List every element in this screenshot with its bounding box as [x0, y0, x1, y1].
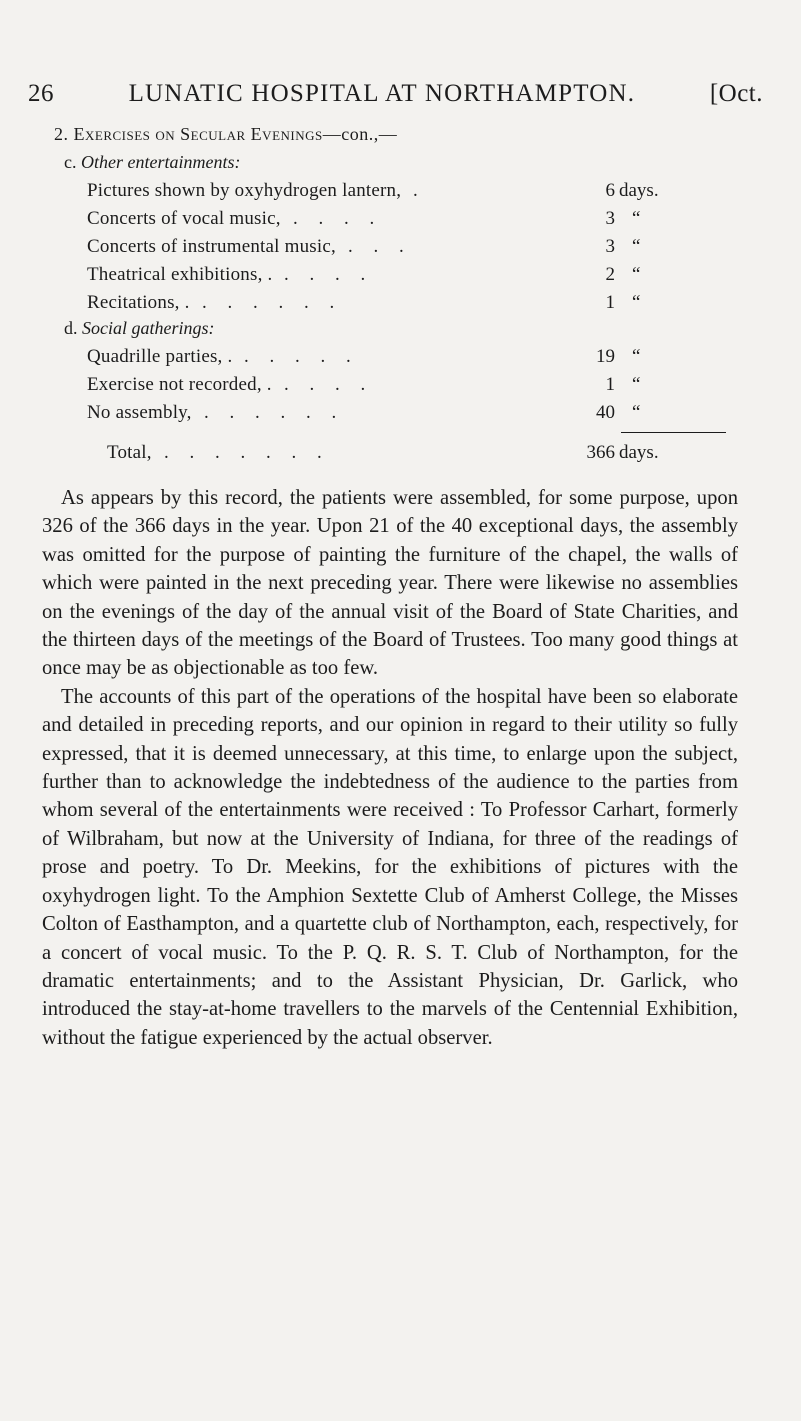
row-value: 19	[596, 346, 615, 367]
subsection-title: Social gatherings:	[82, 318, 215, 338]
row-label: Exercise not recorded, .	[87, 374, 272, 395]
body-text	[42, 484, 738, 1052]
row-label: No assembly,	[87, 402, 192, 423]
row-label: Pictures shown by oxyhydrogen lantern,	[87, 180, 402, 201]
table-row	[87, 180, 737, 206]
dot-leader: . . . . . . .	[164, 442, 330, 463]
subsection-heading-entertainments	[64, 152, 240, 173]
row-value: 2	[605, 264, 615, 285]
row-label: Concerts of instrumental music,	[87, 236, 336, 257]
row-value: 1	[605, 292, 615, 313]
dot-leader: . . . . . .	[204, 402, 345, 423]
subsection-title: Other entertainments:	[81, 152, 241, 172]
row-unit: “	[632, 236, 641, 257]
page-header	[28, 80, 763, 108]
row-unit: days.	[619, 180, 659, 201]
paragraph: As appears by this record, the patients were assembled, for some purpose, upon 326 of the 366 days in the year. Upon 21 of the 40 exceptional days, the assembly was omitted for the purpose of painting the furniture of the chapel, the walls of which were painted in the next preceding year. There were likewise no assemblies on the evenings of the day of the annual visit of the Board of State Charities, and the thirteen days of the meetings of the Board of Trustees. Too many good things at once may be as objectionable as too few.	[42, 487, 738, 680]
row-unit: “	[632, 374, 641, 395]
table-row	[87, 402, 737, 428]
row-unit: “	[632, 292, 641, 313]
row-unit: “	[632, 208, 641, 229]
dot-leader: . . . .	[284, 264, 374, 285]
row-label: Quadrille parties, .	[87, 346, 233, 367]
row-label: Concerts of vocal music,	[87, 208, 281, 229]
dot-leader: .	[413, 180, 426, 201]
row-value: 6	[605, 180, 615, 201]
subsection-letter: c.	[64, 152, 77, 172]
table-row	[87, 374, 737, 400]
total-label: Total,	[107, 442, 152, 463]
total-unit: days.	[619, 442, 659, 463]
row-unit: “	[632, 264, 641, 285]
total-row	[87, 442, 737, 468]
row-value: 40	[596, 402, 615, 423]
dot-leader: . . . . .	[244, 346, 359, 367]
running-title: LUNATIC HOSPITAL AT NORTHAMPTON.	[128, 80, 636, 107]
row-unit: “	[632, 346, 641, 367]
dot-leader: . . . .	[293, 208, 383, 229]
row-value: 1	[605, 374, 615, 395]
table-row	[87, 236, 737, 262]
row-value: 3	[605, 208, 615, 229]
subsection-letter: d.	[64, 318, 78, 338]
table-row	[87, 292, 737, 318]
total-value: 366	[586, 442, 615, 463]
subsection-heading-gatherings	[64, 318, 215, 339]
header-date-mark: [Oct.	[709, 80, 763, 107]
table-row	[87, 264, 737, 290]
row-label: Theatrical exhibitions, .	[87, 264, 273, 285]
paragraph: The accounts of this part of the operations of the hospital have been so elaborate and detailed in preceding reports, and our opinion in regard to their utility so fully expressed, that it is deemed unnecessary, at this time, to enlarge upon the subject, further than to acknowledge the indebtedness of the audience to the parties from whom several of the entertainments were received : To Professor Carhart, formerly of Wilbraham, but now at the University of Indiana, for three of the readings of prose and poetry. To Dr. Meekins, for the exhibitions of pictures with the oxyhydrogen light. To the Amphion Sextette Club of Amherst College, the Misses Colton of Easthampton, and a quartette club of Northampton, each, respectively, for a concert of vocal music. To the P. Q. R. S. T. Club of Northampton, for the dramatic entertainments; and to the Assistant Physician, Dr. Garlick, who introduced the stay-at-home travellers to the marvels of the Centennial Exhibition, without the fatigue experienced by the actual observer.	[42, 685, 738, 1049]
dot-leader: . . . . . .	[202, 292, 343, 313]
total-rule	[621, 432, 726, 433]
page-number: 26	[28, 80, 54, 107]
table-row	[87, 346, 737, 372]
dot-leader: . . . .	[284, 374, 374, 395]
row-value: 3	[605, 236, 615, 257]
dot-leader: . . .	[348, 236, 412, 257]
table-row	[87, 208, 737, 234]
row-unit: “	[632, 402, 641, 423]
section-heading: 2. Exercises on Secular Evenings—con.,—	[54, 124, 398, 144]
row-label: Recitations, .	[87, 292, 190, 313]
